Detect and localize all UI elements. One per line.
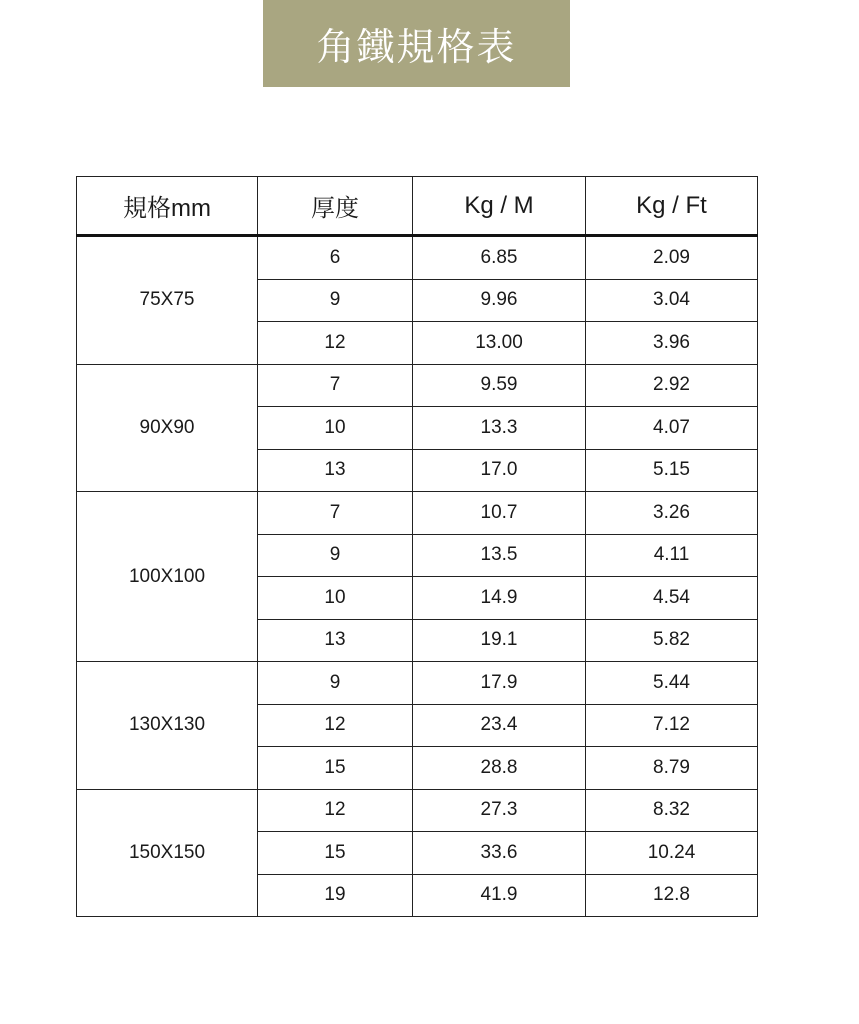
thickness-cell: 10 [258,407,413,450]
kg-per-m-cell: 6.85 [413,236,586,280]
kg-per-m-cell: 14.9 [413,577,586,620]
thickness-cell: 6 [258,236,413,280]
kg-per-m-cell: 17.0 [413,449,586,492]
kg-per-ft-cell: 8.32 [586,789,758,832]
thickness-cell: 9 [258,279,413,322]
thickness-cell: 13 [258,449,413,492]
kg-per-ft-cell: 3.26 [586,492,758,535]
kg-per-ft-cell: 7.12 [586,704,758,747]
table-row [77,364,758,407]
title-banner [263,0,570,87]
kg-per-m-cell: 19.1 [413,619,586,662]
thickness-cell: 19 [258,874,413,917]
kg-per-m-cell: 13.3 [413,407,586,450]
kg-per-m-cell: 13.00 [413,322,586,365]
kg-per-ft-cell: 5.15 [586,449,758,492]
kg-per-ft-cell: 3.04 [586,279,758,322]
table-row [77,662,758,705]
thickness-cell: 15 [258,747,413,790]
kg-per-m-cell: 41.9 [413,874,586,917]
kg-per-m-cell: 13.5 [413,534,586,577]
table-body [77,236,758,917]
thickness-cell: 12 [258,789,413,832]
kg-per-m-cell: 9.96 [413,279,586,322]
kg-per-ft-cell: 10.24 [586,832,758,875]
thickness-cell: 10 [258,577,413,620]
thickness-cell: 7 [258,364,413,407]
thickness-cell: 9 [258,534,413,577]
kg-per-ft-cell: 4.11 [586,534,758,577]
kg-per-m-cell: 27.3 [413,789,586,832]
thickness-cell: 12 [258,322,413,365]
header-thickness: 厚度 [258,177,413,236]
thickness-cell: 7 [258,492,413,535]
kg-per-ft-cell: 2.92 [586,364,758,407]
table-row [77,492,758,535]
kg-per-m-cell: 10.7 [413,492,586,535]
kg-per-ft-cell: 12.8 [586,874,758,917]
kg-per-ft-cell: 5.82 [586,619,758,662]
kg-per-m-cell: 23.4 [413,704,586,747]
kg-per-ft-cell: 4.54 [586,577,758,620]
size-cell: 75X75 [77,236,258,365]
size-cell: 100X100 [77,492,258,662]
header-size: 規格mm [77,177,258,236]
table-header-row [77,177,758,236]
size-cell: 90X90 [77,364,258,492]
kg-per-m-cell: 17.9 [413,662,586,705]
thickness-cell: 12 [258,704,413,747]
header-kg-per-ft: Kg / Ft [586,177,758,236]
thickness-cell: 9 [258,662,413,705]
size-cell: 130X130 [77,662,258,790]
thickness-cell: 13 [258,619,413,662]
kg-per-ft-cell: 2.09 [586,236,758,280]
angle-steel-spec-table [76,176,758,917]
page-title: 角鐵規格表 [316,25,517,69]
size-cell: 150X150 [77,789,258,917]
kg-per-m-cell: 9.59 [413,364,586,407]
thickness-cell: 15 [258,832,413,875]
kg-per-ft-cell: 5.44 [586,662,758,705]
kg-per-m-cell: 28.8 [413,747,586,790]
header-kg-per-m: Kg / M [413,177,586,236]
kg-per-ft-cell: 3.96 [586,322,758,365]
kg-per-ft-cell: 8.79 [586,747,758,790]
table-row [77,236,758,280]
table-row [77,789,758,832]
kg-per-m-cell: 33.6 [413,832,586,875]
kg-per-ft-cell: 4.07 [586,407,758,450]
